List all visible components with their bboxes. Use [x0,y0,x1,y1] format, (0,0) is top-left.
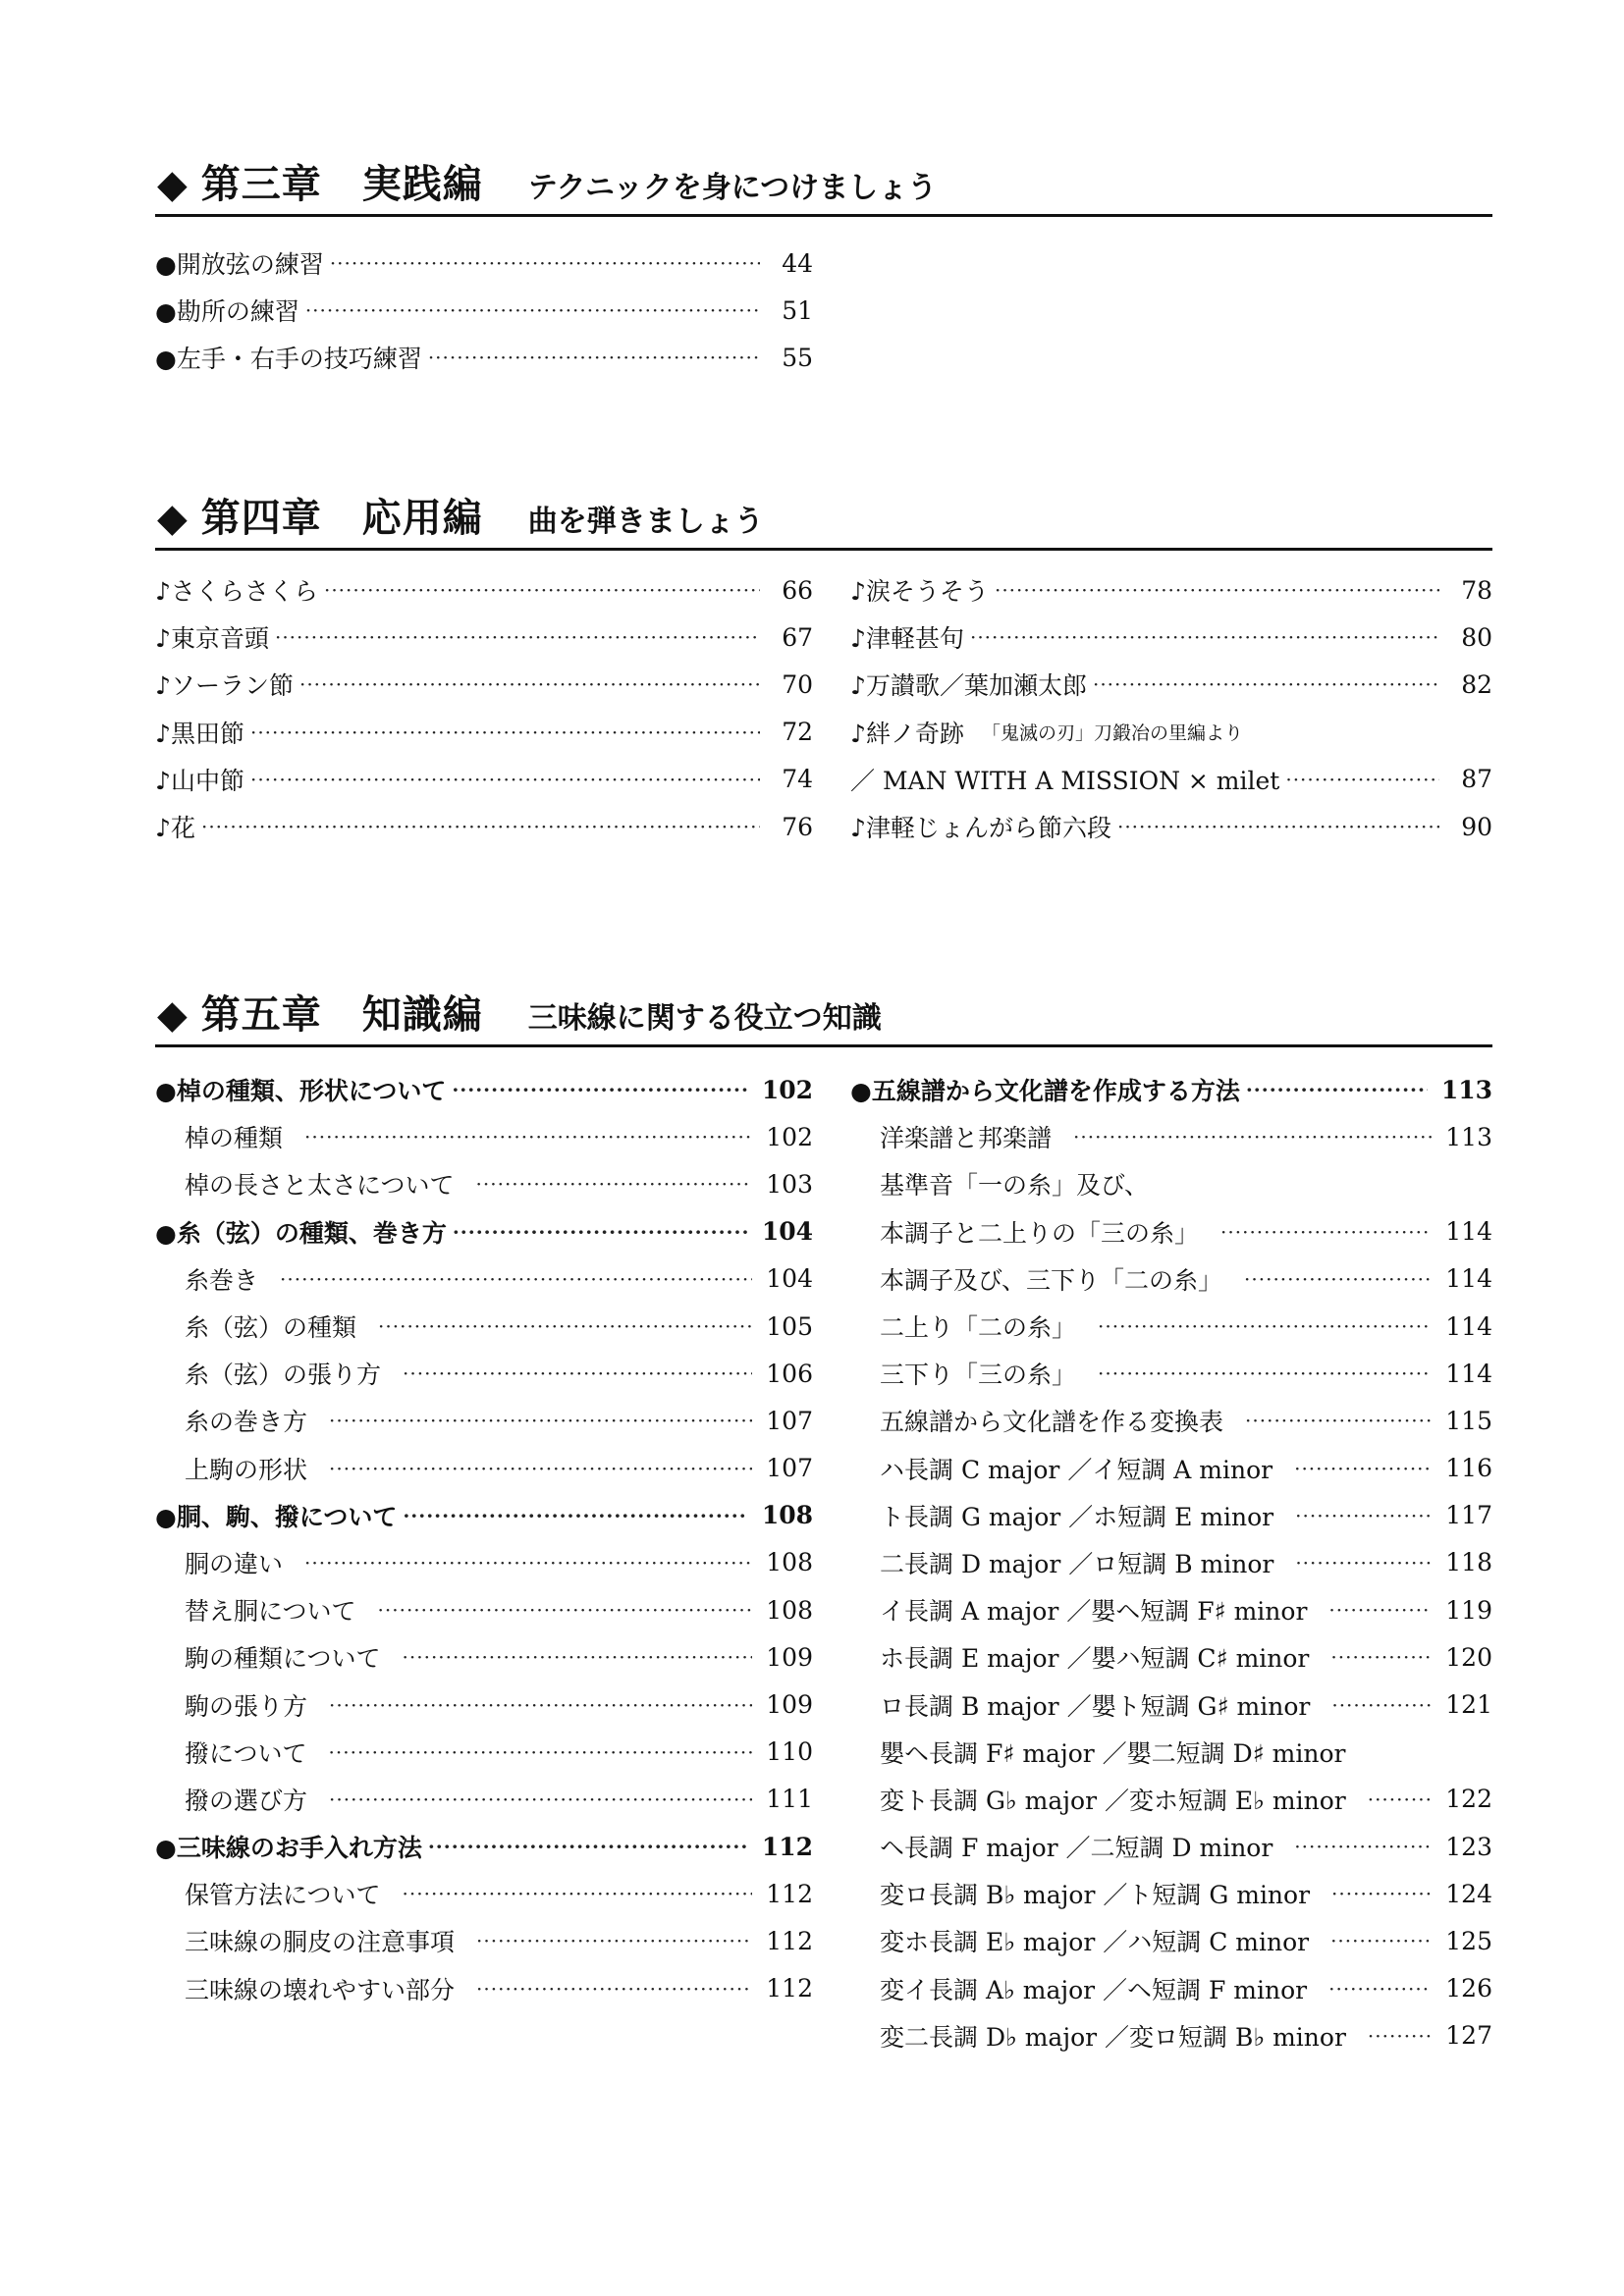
toc-entry[interactable]: 撥の選び方 ····· 111 [155,1776,813,1823]
toc-entry[interactable]: 棹の長さと太さについて ····· 103 [155,1160,813,1207]
toc-entry[interactable]: ♪万讃歌／葉加瀬太郎 ····· 82 [850,661,1492,708]
toc-entry[interactable]: ♪花 ····· 76 [155,803,813,850]
chapter-3-subtitle: テクニックを身につけましょう [527,171,938,205]
toc-entry[interactable]: ♪東京音頭 ····· 67 [155,614,813,661]
toc-entry[interactable]: 洋楽譜と邦楽譜 ····· 113 [850,1113,1492,1160]
toc-entry[interactable]: 上駒の形状 ····· 107 [155,1445,813,1492]
chapter-5 [155,984,1492,2052]
toc-entry[interactable]: ♪山中節 ····· 74 [155,756,813,803]
toc-entry[interactable]: ト長調 G major ／ホ短調 E minor ····· 117 [850,1492,1492,1539]
toc-entry[interactable]: 糸の巻き方 ····· 107 [155,1397,813,1444]
toc-entry[interactable]: ♪絆ノ奇跡 「鬼滅の刃」刀鍛冶の里編より [850,719,1243,748]
chapter-3 [155,153,1492,374]
toc-entry[interactable]: ハ長調 C major ／イ短調 A minor ····· 116 [850,1445,1492,1492]
toc-entry-continued[interactable]: ／ MAN WITH A MISSION × milet ····· 87 [850,756,1492,803]
toc-entry[interactable]: 糸（弦）の張り方 ····· 106 [155,1350,813,1397]
toc-entry[interactable]: ♪涙そうそう ····· 78 [850,566,1492,614]
toc-entry[interactable]: 糸巻き ····· 104 [155,1255,813,1303]
toc-entry[interactable]: ●開放弦の練習 ····· 44 [155,240,813,287]
toc-entry[interactable]: 撥について ····· 110 [155,1729,813,1776]
chapter-3-heading [155,153,1492,217]
toc-entry[interactable]: 基準音「一の糸」及び、 [880,1171,1150,1201]
toc-entry[interactable]: ホ長調 E major ／嬰ハ短調 C♯ minor ····· 120 [850,1633,1492,1681]
chapter-5-right-list [850,1066,1492,2059]
chapter-3-list [155,240,813,382]
toc-section-entry[interactable]: ●棹の種類、形状について ····· 102 [155,1066,813,1113]
toc-entry[interactable]: 胴の違い ····· 108 [155,1539,813,1586]
chapter-5-subtitle: 三味線に関する役立つ知識 [527,1001,882,1036]
toc-entry[interactable]: 変ホ長調 E♭ major ／ハ短調 C minor ····· 125 [850,1917,1492,1964]
toc-entry[interactable]: 二上り「二の糸」 ····· 114 [850,1303,1492,1350]
toc-entry[interactable]: ♪黒田節 ····· 72 [155,709,813,756]
toc-entry-continued[interactable]: 本調子と二上りの「三の糸」 ····· 114 [850,1208,1492,1255]
toc-entry[interactable]: ●左手・右手の技巧練習 ····· 55 [155,334,813,381]
chapter-5-heading [155,984,1492,1047]
chapter-5-left-list [155,1066,813,2012]
chapter-4-title: 第四章 応用編 [200,495,483,541]
chapter-4-heading [155,487,1492,551]
toc-entry[interactable]: イ長調 A major ／嬰ヘ短調 F♯ minor ····· 119 [850,1586,1492,1633]
chapter-3-title: 第三章 実践編 [200,161,483,207]
diamond-icon: ◆ [157,161,188,207]
toc-entry[interactable]: 三味線の壊れやすい部分 ····· 112 [155,1965,813,2012]
chapter-5-title: 第五章 知識編 [200,991,483,1038]
toc-entry[interactable]: 保管方法について ····· 112 [155,1870,813,1917]
toc-section-entry[interactable]: ●五線譜から文化譜を作成する方法 ····· 113 [850,1066,1492,1113]
toc-entry[interactable]: 駒の張り方 ····· 109 [155,1681,813,1728]
diamond-icon: ◆ [157,991,188,1038]
toc-entry[interactable]: 二長調 D major ／ロ短調 B minor ····· 118 [850,1539,1492,1586]
toc-entry[interactable]: 嬰ヘ長調 F♯ major ／嬰二短調 D♯ minor [880,1738,1346,1768]
toc-entry[interactable]: ヘ長調 F major ／二短調 D minor ····· 123 [850,1823,1492,1870]
toc-entry[interactable]: 駒の種類について ····· 109 [155,1633,813,1681]
toc-entry[interactable]: 棹の種類 ····· 102 [155,1113,813,1160]
chapter-4-left-list [155,566,813,850]
chapter-4-subtitle: 曲を弾きましょう [527,505,764,539]
toc-section-entry[interactable]: ●糸（弦）の種類、巻き方 ····· 104 [155,1208,813,1255]
chapter-4 [155,487,1492,843]
toc-entry[interactable]: ♪さくらさくら ····· 66 [155,566,813,614]
toc-entry[interactable]: ●勘所の練習 ····· 51 [155,287,813,334]
chapter-4-right-list [850,566,1492,850]
toc-entry[interactable]: ロ長調 B major ／嬰ト短調 G♯ minor ····· 121 [850,1681,1492,1728]
toc-entry[interactable]: 五線譜から文化譜を作る変換表 ····· 115 [850,1397,1492,1444]
toc-section-entry[interactable]: ●三味線のお手入れ方法 ····· 112 [155,1823,813,1870]
toc-entry[interactable]: ♪津軽じょんがら節六段 ····· 90 [850,803,1492,850]
toc-entry[interactable]: 三下り「三の糸」 ····· 114 [850,1350,1492,1397]
toc-entry[interactable]: 本調子及び、三下り「二の糸」 ····· 114 [850,1255,1492,1303]
toc-entry[interactable]: ♪ソーラン節 ····· 70 [155,661,813,708]
toc-entry[interactable]: ♪津軽甚句 ····· 80 [850,614,1492,661]
toc-entry[interactable]: 替え胴について ····· 108 [155,1586,813,1633]
toc-entry[interactable]: 三味線の胴皮の注意事項 ····· 112 [155,1917,813,1964]
toc-entry[interactable]: 変ロ長調 B♭ major ／ト短調 G minor ····· 124 [850,1870,1492,1917]
entry-note: 「鬼滅の刃」刀鍛冶の里編より [981,722,1243,745]
toc-entry-continued[interactable]: 変ト長調 G♭ major ／変ホ短調 E♭ minor ····· 122 [850,1776,1492,1823]
diamond-icon: ◆ [157,495,188,541]
toc-section-entry[interactable]: ●胴、駒、撥について ····· 108 [155,1492,813,1539]
toc-entry[interactable]: 糸（弦）の種類 ····· 105 [155,1303,813,1350]
toc-entry[interactable]: 変二長調 D♭ major ／変ロ短調 B♭ minor ····· 127 [850,2012,1492,2059]
toc-entry[interactable]: 変イ長調 A♭ major ／ヘ短調 F minor ····· 126 [850,1965,1492,2012]
